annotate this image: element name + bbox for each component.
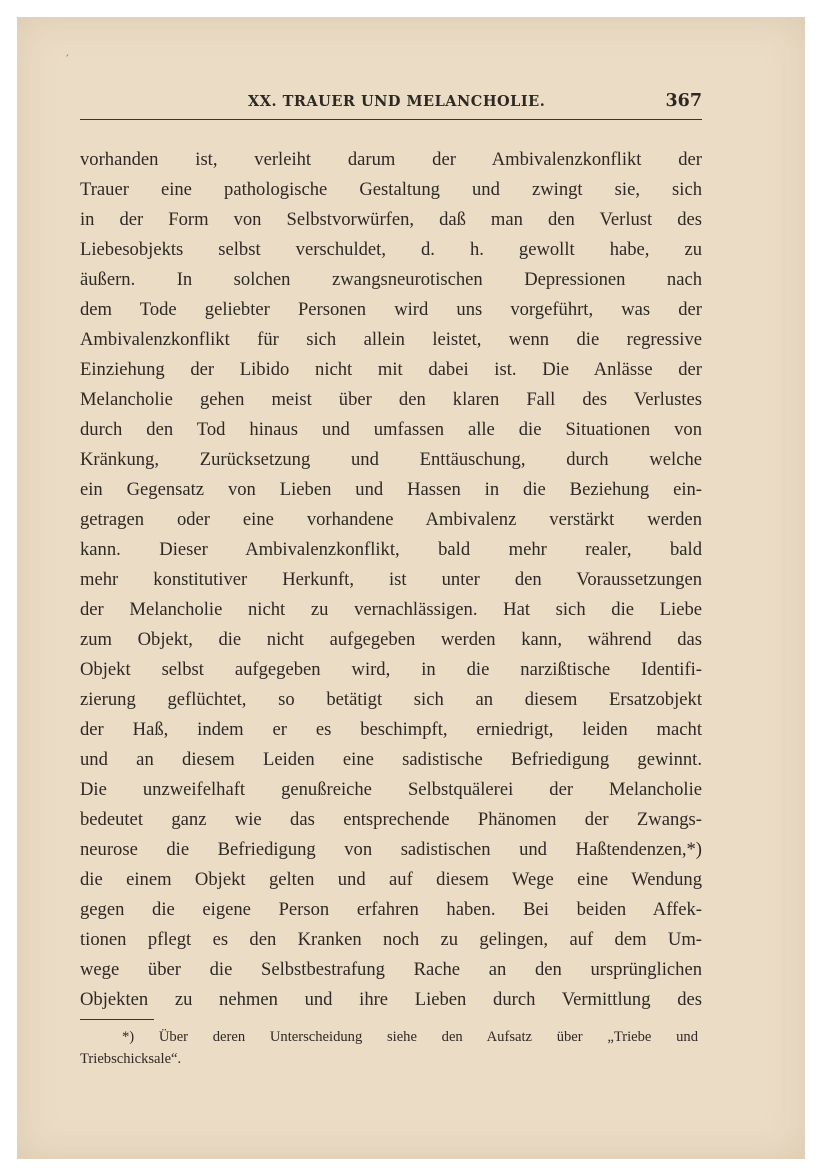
- text-line: Kränkung, Zurücksetzung und Enttäuschung, durch welche: [80, 449, 702, 470]
- text-line: Trauer eine pathologische Gestaltung und zwingt sie, sich: [80, 179, 702, 200]
- text-line: zierung geflüchtet, so betätigt sich an diesem Ersatzobjekt: [80, 689, 702, 710]
- text-line: dem Tode geliebter Personen wird uns vorgeführt, was der: [80, 299, 702, 320]
- text-line: Objekt selbst aufgegeben wird, in die narzißtische Identifi-: [80, 659, 702, 680]
- text-line: Melancholie gehen meist über den klaren Fall des Verlustes: [80, 389, 702, 410]
- body-text: [80, 145, 702, 1015]
- footnote: [80, 1026, 698, 1070]
- text-line: vorhanden ist, verleiht darum der Ambivalenzkonflikt der: [80, 149, 702, 170]
- text-line: und an diesem Leiden eine sadistische Befriedigung gewinnt.: [80, 749, 702, 770]
- text-line: Die unzweifelhaft genußreiche Selbstquälerei der Melancholie: [80, 779, 702, 800]
- text-line: Liebesobjekts selbst verschuldet, d. h. gewollt habe, zu: [80, 239, 702, 260]
- text-line: in der Form von Selbstvorwürfen, daß man den Verlust des: [80, 209, 702, 230]
- text-line: durch den Tod hinaus und umfassen alle die Situationen von: [80, 419, 702, 440]
- text-line: der Melancholie nicht zu vernachlässigen. Hat sich die Liebe: [80, 599, 702, 620]
- text-line: Ambivalenzkonflikt für sich allein leistet, wenn die regressive: [80, 329, 702, 350]
- page-number: 367: [665, 91, 702, 111]
- text-line: der Haß, indem er es beschimpft, erniedrigt, leiden macht: [80, 719, 702, 740]
- margin-mark: ˏ: [64, 44, 70, 57]
- text-line: Einziehung der Libido nicht mit dabei ist. Die Anlässe der: [80, 359, 702, 380]
- text-line: äußern. In solchen zwangsneurotischen Depressionen nach: [80, 269, 702, 290]
- text-line: bedeutet ganz wie das entsprechende Phänomen der Zwangs-: [80, 809, 702, 830]
- page-header: [80, 91, 702, 120]
- text-line: Objekten zu nehmen und ihre Lieben durch Vermittlung des: [80, 989, 702, 1010]
- text-line: neurose die Befriedigung von sadistischen und Haßtendenzen,*): [80, 839, 702, 860]
- text-line: mehr konstitutiver Herkunft, ist unter den Voraussetzungen: [80, 569, 702, 590]
- text-line: gegen die eigene Person erfahren haben. Bei beiden Affek-: [80, 899, 702, 920]
- text-line: zum Objekt, die nicht aufgegeben werden kann, während das: [80, 629, 702, 650]
- text-line: ein Gegensatz von Lieben und Hassen in die Beziehung ein-: [80, 479, 702, 500]
- text-line: tionen pflegt es den Kranken noch zu gelingen, auf dem Um-: [80, 929, 702, 950]
- text-line: wege über die Selbstbestrafung Rache an den ursprünglichen: [80, 959, 702, 980]
- footnote-line: Triebschicksale“.: [80, 1051, 182, 1067]
- footnote-line: *) Über deren Unterscheidung siehe den Aufsatz über „Triebe und: [122, 1029, 698, 1045]
- text-line: kann. Dieser Ambivalenzkonflikt, bald mehr realer, bald: [80, 539, 702, 560]
- footnote-divider: [80, 1019, 154, 1020]
- running-title: XX. TRAUER UND MELANCHOLIE.: [248, 93, 546, 110]
- text-line: die einem Objekt gelten und auf diesem Wege eine Wendung: [80, 869, 702, 890]
- text-line: getragen oder eine vorhandene Ambivalenz verstärkt werden: [80, 509, 702, 530]
